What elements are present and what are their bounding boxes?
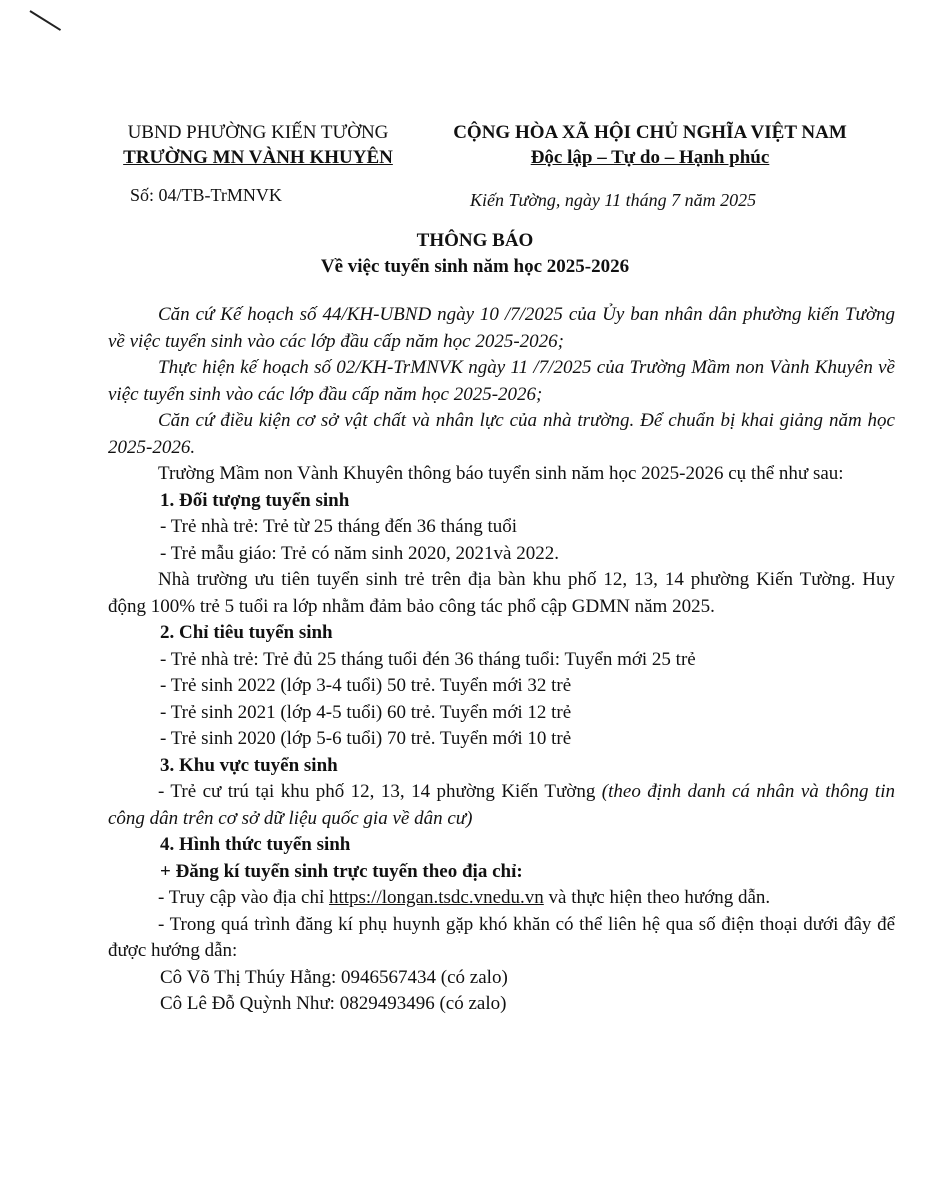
section-4-access: [108, 885, 895, 912]
access-suffix: và thực hiện theo hướng dẫn.: [543, 887, 771, 908]
pen-mark: [29, 10, 61, 31]
org-line-2: TRƯỜNG MN VÀNH KHUYÊN: [123, 147, 393, 168]
org-line-1: UBND PHƯỜNG KIẾN TƯỜNG: [127, 122, 389, 143]
section-2-item-4: - Trẻ sinh 2020 (lớp 5-6 tuổi) 70 trẻ. Tuyển mới 10 trẻ: [160, 728, 572, 749]
document-title: THÔNG BÁO: [416, 230, 534, 251]
national-heading: [425, 120, 875, 170]
section-1-item-1: - Trẻ nhà trẻ: Trẻ từ 25 tháng đến 36 tháng tuổi: [160, 516, 518, 537]
registration-link[interactable]: https://longan.tsdc.vnedu.vn: [328, 887, 544, 908]
section-3-area: - Trẻ cư trú tại khu phố 12, 13, 14 phường Kiến Tường: [158, 781, 596, 802]
section-1-title: 1. Đối tượng tuyển sinh: [160, 489, 350, 511]
section-3-title: 3. Khu vực tuyển sinh: [160, 754, 338, 776]
section-2-item-3: - Trẻ sinh 2021 (lớp 4-5 tuổi) 60 trẻ. Tuyển mới 12 trẻ: [160, 701, 572, 723]
section-4-contact: - Trong quá trình đăng kí phụ huynh gặp khó khăn có thể liên hệ qua số điện thoại dưới đây để được hướng dẫn:: [108, 913, 895, 961]
section-1-paragraph: Nhà trường ưu tiên tuyển sinh trẻ trên địa bàn khu phố 12, 13, 14 phường Kiến Tường. Huy động 100% trẻ 5 tuổi ra lớp nhằm đảm bảo công tác phổ cập GDMN năm 2025.: [108, 569, 895, 617]
preamble-2: Thực hiện kế hoạch số 02/KH-TrMNVK ngày 11 /7/2025 của Trường Mầm non Vành Khuyên về việc tuyển sinh vào các lớp đầu cấp năm học 2025-2026;: [108, 357, 895, 405]
section-4-subtitle: + Đăng kí tuyển sinh trực tuyến theo địa chỉ:: [160, 860, 523, 882]
country-name: CỘNG HÒA XÃ HỘI CHỦ NGHĨA VIỆT NAM: [453, 122, 847, 143]
section-4-title: 4. Hình thức tuyển sinh: [160, 834, 351, 855]
preamble-3: Căn cứ điều kiện cơ sở vật chất và nhân lực của nhà trường. Để chuẩn bị khai giảng năm học 2025-2026.: [108, 410, 895, 458]
national-motto: Độc lập – Tự do – Hạnh phúc: [530, 147, 770, 168]
preamble-1: Căn cứ Kế hoạch số 44/KH-UBND ngày 10 /7/2025 của Ủy ban nhân dân phường kiến Tường về việc tuyển sinh vào các lớp đầu cấp năm học 2025-2026;: [108, 304, 895, 352]
section-3-text: [108, 779, 895, 832]
section-2-item-2: - Trẻ sinh 2022 (lớp 3-4 tuổi) 50 trẻ. Tuyển mới 32 trẻ: [160, 675, 572, 696]
section-1-item-2: - Trẻ mẫu giáo: Trẻ có năm sinh 2020, 2021và 2022.: [160, 542, 559, 564]
section-3-note: (theo định danh cá nhân và thông tin công dân trên cơ sở dữ liệu quốc gia về dân cư): [108, 781, 895, 829]
issue-date: Kiến Tường, ngày 11 tháng 7 năm 2025: [470, 190, 757, 210]
contact-1: Cô Võ Thị Thúy Hằng: 0946567434 (có zalo): [160, 966, 508, 988]
document-number: Số: 04/TB-TrMNVK: [130, 185, 282, 205]
section-2-title: 2. Chỉ tiêu tuyển sinh: [160, 622, 333, 643]
document-subtitle: Về việc tuyển sinh năm học 2025-2026: [320, 256, 630, 277]
document-body: [108, 302, 895, 1018]
access-prefix: - Truy cập vào địa chỉ: [158, 887, 329, 908]
issuing-organization: [108, 120, 408, 170]
intro-paragraph: Trường Mầm non Vành Khuyên thông báo tuyển sinh năm học 2025-2026 cụ thể như sau:: [158, 463, 844, 484]
section-2-item-1: - Trẻ nhà trẻ: Trẻ đủ 25 tháng tuổi đén 36 tháng tuổi: Tuyển mới 25 trẻ: [160, 648, 696, 670]
contact-2: Cô Lê Đỗ Quỳnh Như: 0829493496 (có zalo): [160, 993, 507, 1014]
